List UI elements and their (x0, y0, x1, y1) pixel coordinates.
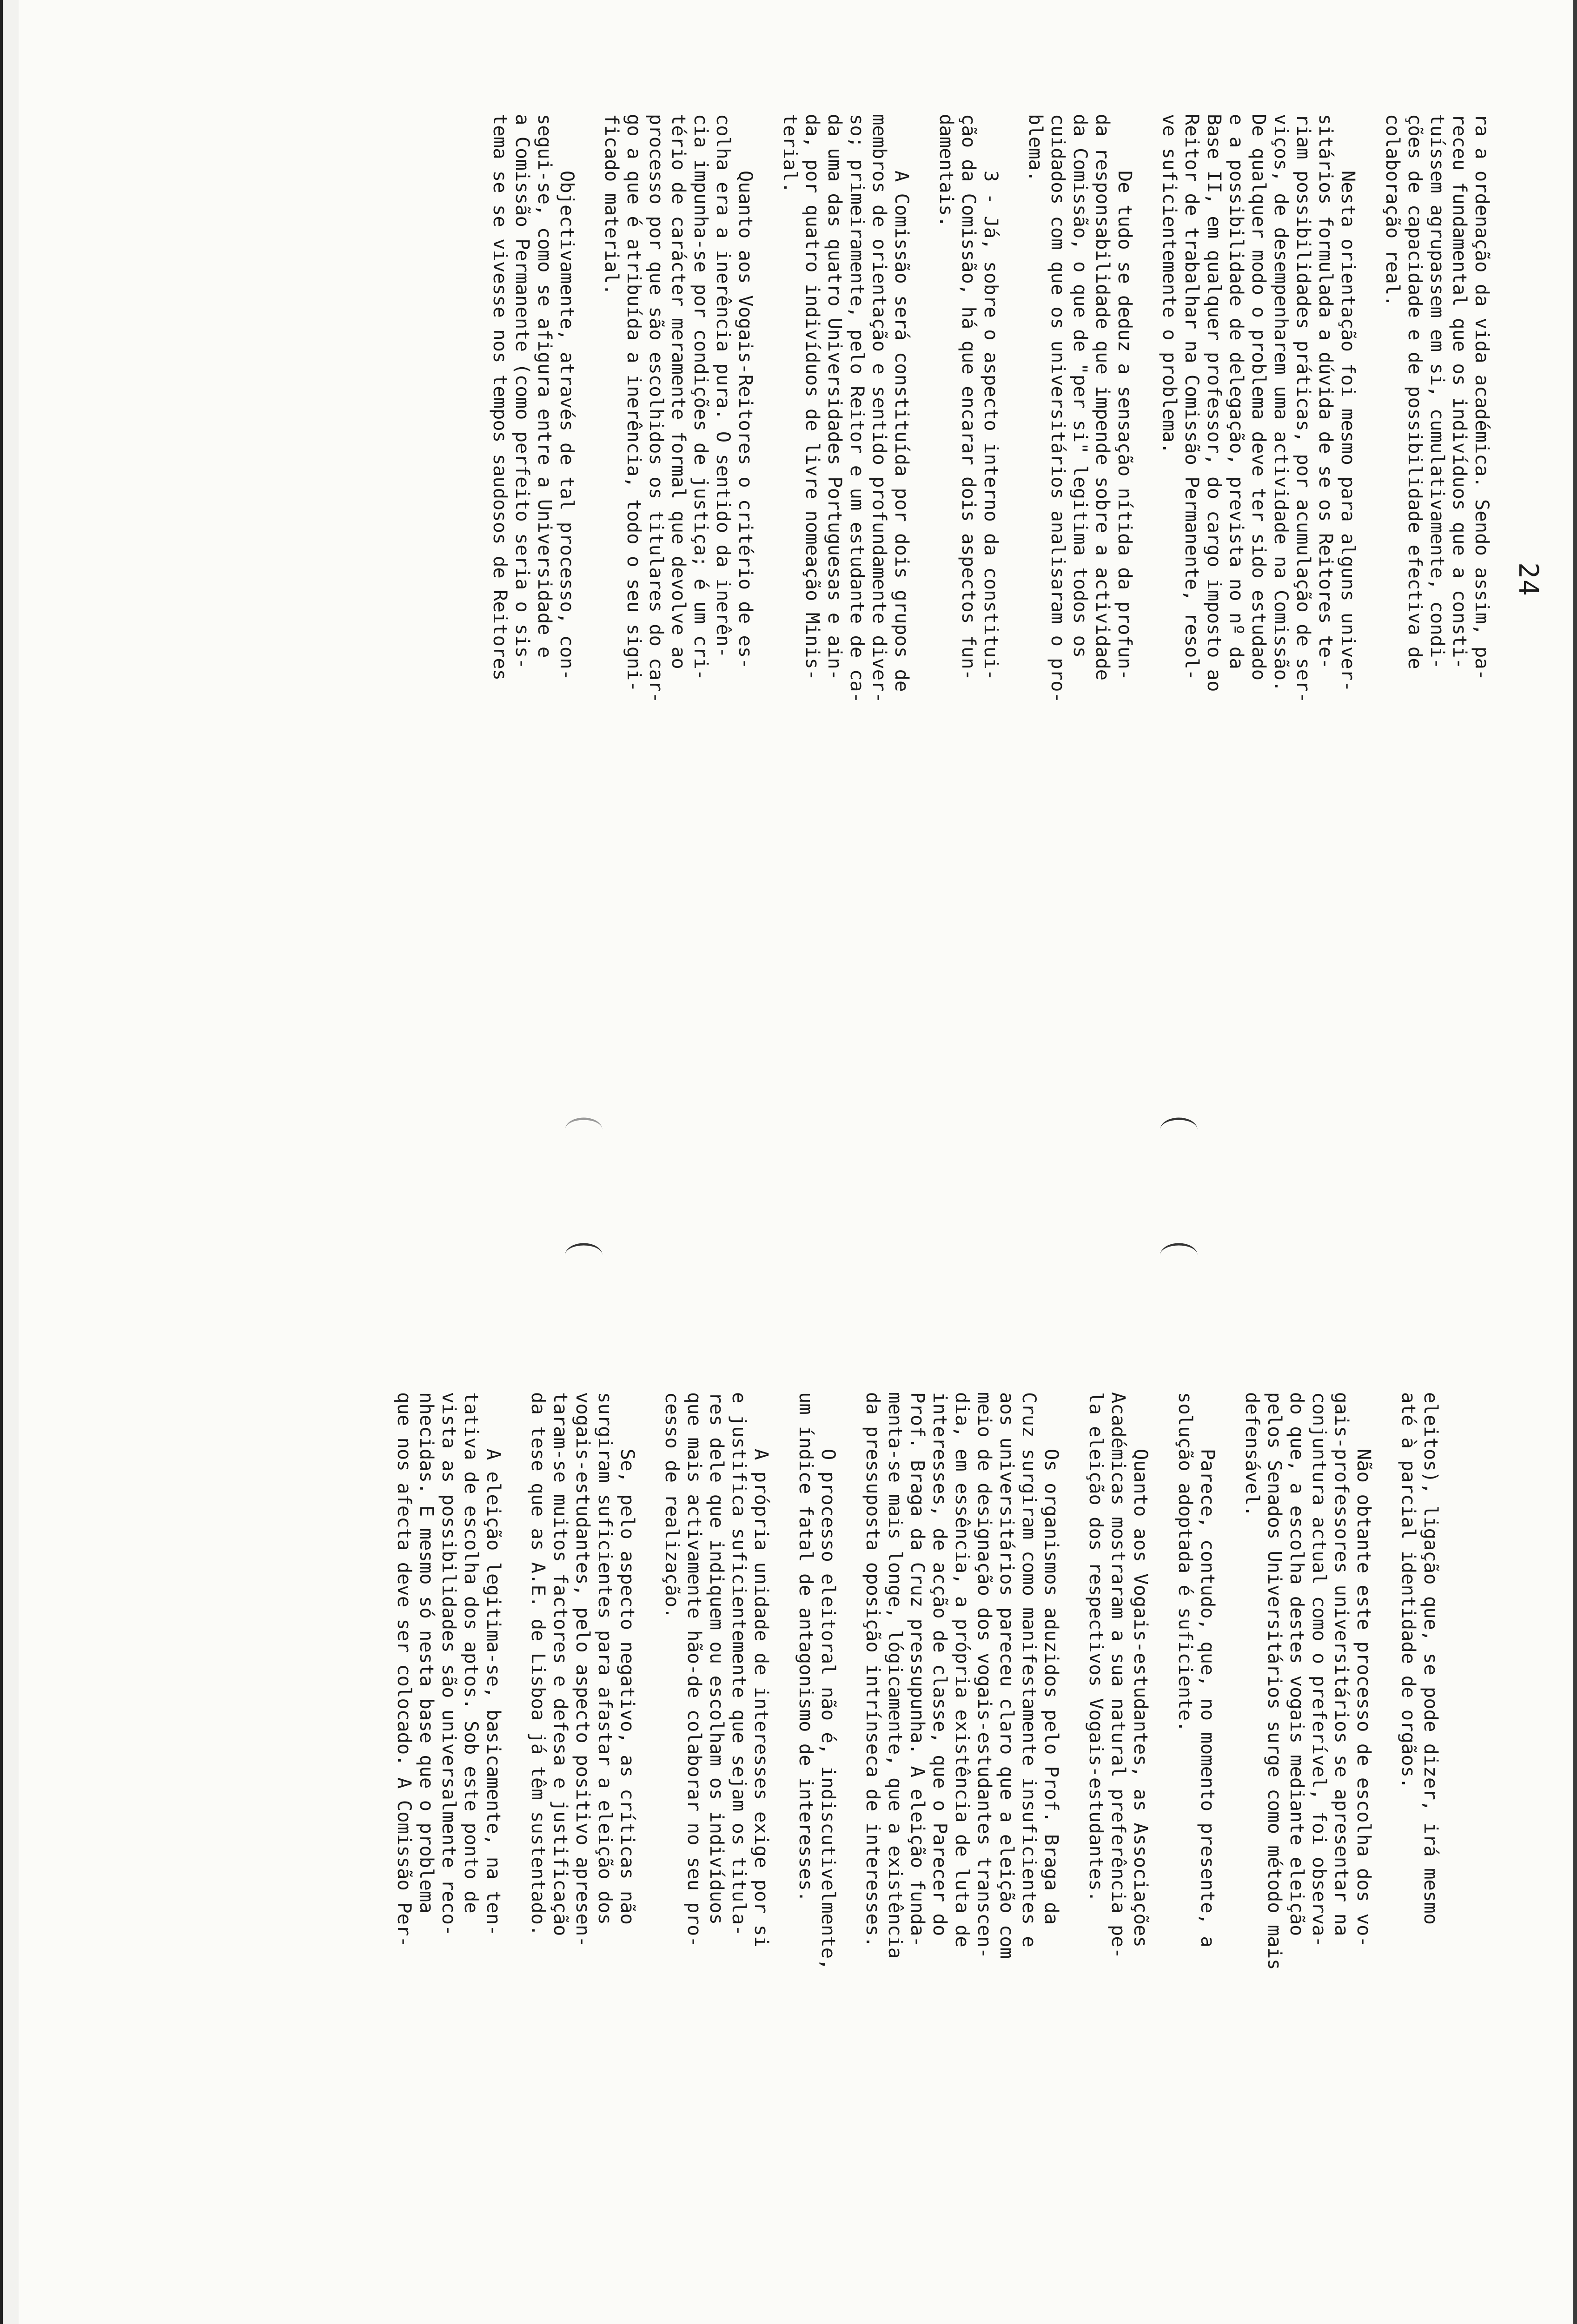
paragraph: Quanto aos Vogais-Reitores o critério de es- colha era a inerência pura. O sentido da inerên- cia impunha-se por condições de justiça; é um cri- tério de carácter meramente formal que devolve ao processo por que são escolhidos os titulares do car- go a que é atribuída a inerência, todo o seu signi- ficado material. (601, 114, 757, 703)
scan-edge-line (0, 0, 3, 2324)
paragraph: ra a ordenação da vida académica. Sendo assim, pa- receu fundamental que os indivíduos que a consti- tuíssem agrupassem em si, cumulativamente, condi- ções de capacidade e de possibilidade efectiva de colaboração real. (1382, 114, 1493, 681)
binding-hole (1160, 1243, 1198, 1267)
paragraph: 3 - Já, sobre o aspecto interno da constitui- ção da Comissão, há que encarar dois aspectos fun- damentais. (935, 114, 1002, 681)
binding-hole (565, 1118, 603, 1142)
paragraph: Os organismos aduzidos pelo Prof. Braga da Cruz surgiram como manifestamente insuficientes e aos universitários pareceu claro que a eleição com meio de designação dos vogais-estudantes transcen- dia, em essência, a própria existência de luta de interesses, de acção de classe, que o Parecer do Prof. Braga da Cruz pressupunha. A eleição funda- menta-se mais longe, lógicamente, que a existência da pressuposta oposição intrínseca de interesses. (862, 1392, 1063, 1959)
paragraph: De tudo se deduz a sensação nítida da profun- da responsabilidade que impende sobre a actividade da Comissão, o que de "per si" legitima todos os cuidados com que os universitários analisaram o pro- blema. (1025, 114, 1136, 703)
paragraph: Se, pelo aspecto negativo, as críticas não surgiram suficientes para afastar a eleição dos vogais-estudantes, pelo aspecto positivo apresen- taram-se muitos factores e defesa e justificação da tese que as A.E. de Lisboa já têm sustentado. (527, 1392, 639, 1948)
paragraph: eleitos), ligação que, se pode dizer, irá mesmo até à parcial identidade de orgãos. (1398, 1392, 1442, 1925)
page-24 (19, 0, 1577, 1206)
text-column (489, 114, 1493, 703)
paragraph: Nesta orientação foi mesmo para alguns univer- sitários formulada a dúvida de se os Reitores te- riam possibilidades práticas, por acumulação de ser- viços, de desempenharem uma actividade na Comissão. De qualquer modo o problema deve ter sido estudado e a possibilidade de delegação, prevista no nº da Base II, em qualquer professor, do cargo imposto ao Reitor de trabalhar na Comissão Permanente, resol- ve suficientemente o problema. (1159, 114, 1359, 703)
scanned-sheet (19, 0, 1577, 2324)
paragraph: Quanto aos Vogais-estudantes, as Associações Académicas mostraram a sua natural preferência pe- la eleição dos respectivos Vogais-estudantes. (1085, 1392, 1152, 1959)
paragraph: A eleição legitima-se, basicamente, na ten- tativa de escolha dos aptos. Sob este ponto de vista as possibilidades são universalmente reco- nhecidas. E mesmo só nesta base que o problema que nos afecta deve ser colocado. A Comissão Per- (393, 1392, 505, 1948)
text-column (393, 1392, 1442, 1970)
paragraph: Não obtante este processo de escolha dos vo- gais-professores universitários se apresentar na conjuntura actual como o preferível, foi observa- do que, a escolha destes vogais mediante eleição pelos Senados Universitários surge como método mais defensável. (1241, 1392, 1375, 1970)
paragraph: A própria unidade de interesses exige por si e justifica suficientemente que sejam os titula- res dele que indiquem ou escolham os indivíduos que mais activamente hão-de colaborar no seu pro- cesso de realização. (661, 1392, 773, 1948)
binding-hole (1160, 1118, 1198, 1142)
paragraph: O processo eleitoral não é, indiscutivelmente, um índice fatal de antagonismo de interesses. (795, 1392, 840, 1970)
paragraph: Objectivamente, através de tal processo, con- segui-se, como se afigura entre a Universidade e a Comissão Permanente (como perfeito seria o sis- tema se se vivesse nos tempos saudosos de Reitores (489, 114, 578, 681)
rotated-content (19, 0, 1577, 2324)
paragraph: Parece, contudo, que, no momento presente, a solução adoptada é suficiente. (1174, 1392, 1219, 1948)
paragraph: A Comissão será constituída por dois grupos de membros de orientação e sentido profundamente diver- so; primeiramente, pelo Reitor e um estudante de ca- da uma das quatro Universidades Portuguesas e ain- da, por quatro indivíduos de livre nomeação Minis- terial. (779, 114, 913, 703)
page-25 (19, 1206, 1577, 2324)
binding-hole (565, 1243, 603, 1267)
page-number: 24 (1513, 562, 1544, 597)
